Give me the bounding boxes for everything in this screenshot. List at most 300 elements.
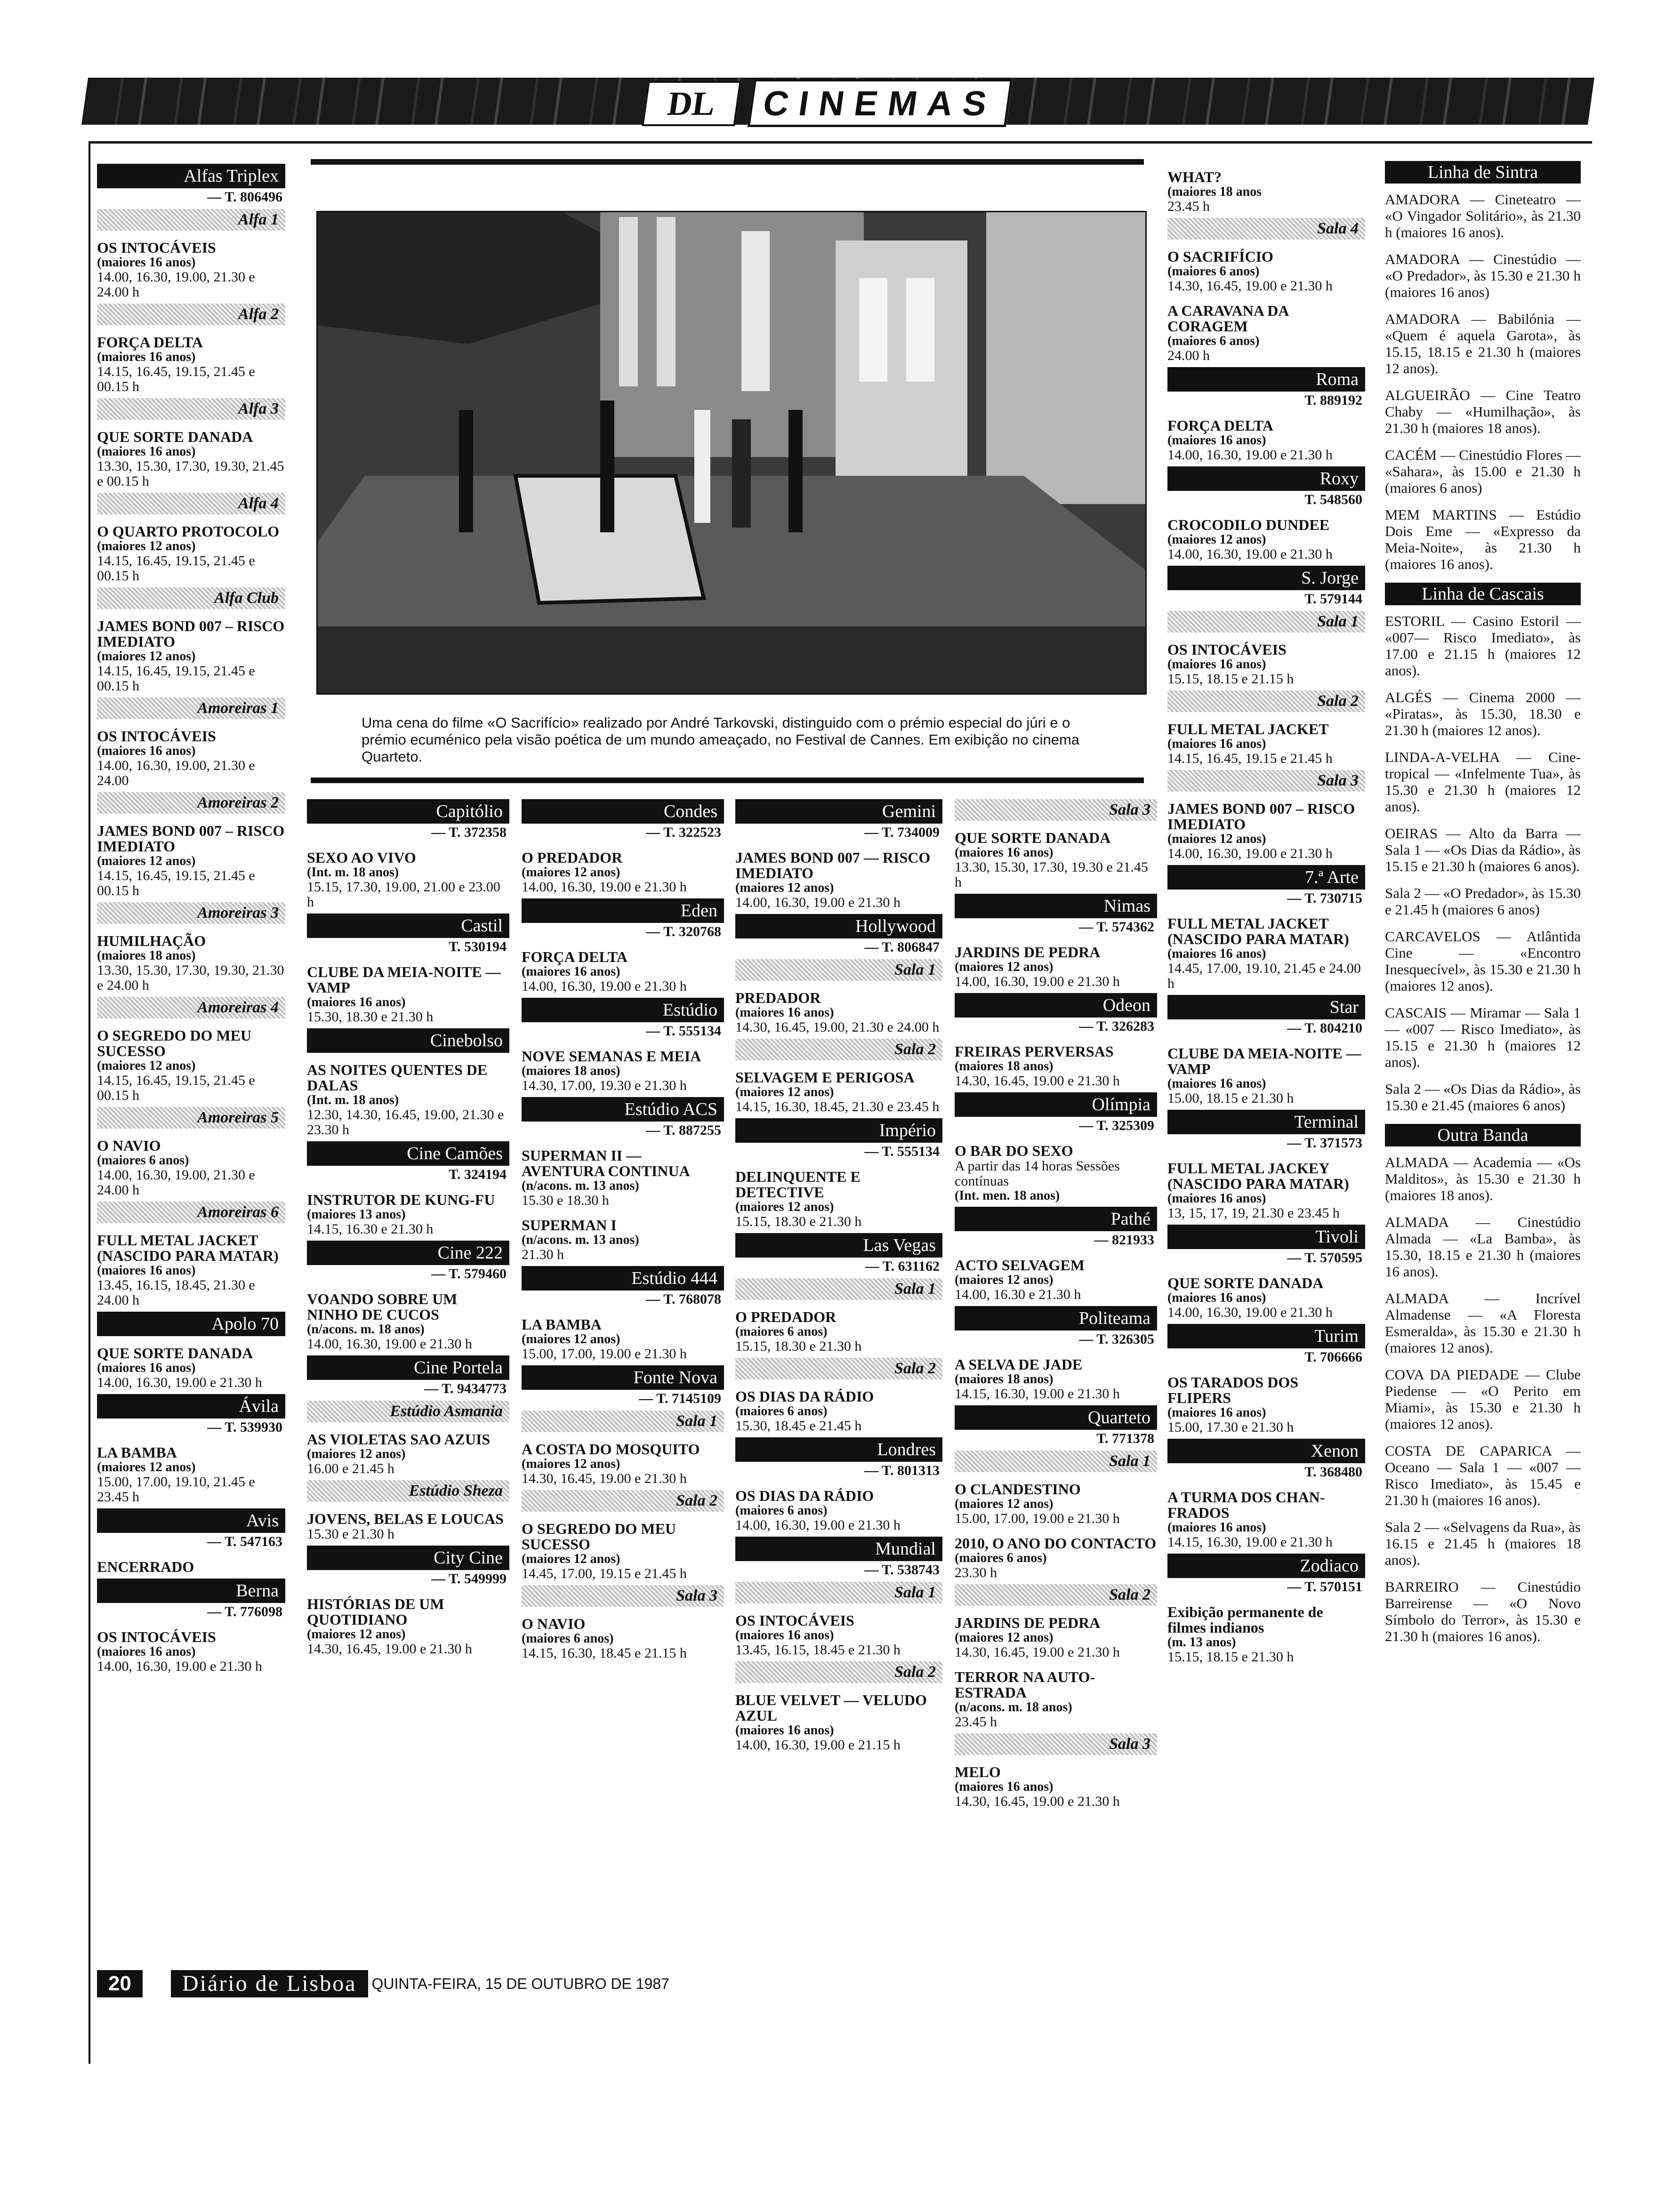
showtimes: 14.00, 16.30, 19.00 e 21.30 h [955,974,1120,989]
phone-number: T. 548560 [1304,492,1362,507]
showtimes: 14.00, 16.30, 19.00 e 21.15 h [735,1737,901,1753]
cinema-header: Capitólio [307,799,509,824]
film-title: O NAVIO [97,1137,161,1154]
age-rating: (maiores 16 anos) [97,444,196,459]
showtimes: 14.30, 17.00, 19.30 e 21.30 h [522,1078,687,1093]
phone-number: — 821933 [1094,1232,1154,1248]
age-rating: (maiores 16 anos) [1167,737,1266,751]
age-rating: (m. 13 anos) [1167,1635,1236,1650]
film-title: TERROR NA AUTO-ESTRADA [955,1668,1095,1701]
film-title: MELO [955,1763,1001,1780]
showtimes: 14.30, 16.45, 19.00 e 21.30 h [522,1471,687,1486]
showtimes: 14.45, 17.00, 19.15 e 21.45 h [522,1566,687,1581]
cinema-header: Xenon [1167,1439,1365,1463]
region-header: Outra Banda [1385,1124,1581,1146]
cinema-header: Roma [1167,367,1365,392]
showtimes: 14.30, 16.45, 19.00, 21.30 e 24.00 h [735,1019,940,1035]
phone-number: — T. 804210 [1287,1020,1362,1036]
phone-number: — T. 801313 [864,1463,940,1478]
film-title: PREDADOR [735,989,821,1006]
age-rating: (maiores 16 anos) [307,995,406,1010]
regional-listing: COVA DA PIEDADE — Clube Piedense — «O Perito em Miami», às 15.30 e 21.30 h (maiores 12 anos). [1385,1366,1581,1432]
age-rating: (maiores 18 anos [1167,184,1262,199]
age-rating: (Int. m. 18 anos) [307,865,399,880]
showtimes: 14.00, 16.30, 19.00 e 21.30 h [522,879,687,895]
age-rating: (maiores 16 anos) [1167,1076,1266,1091]
film-title: O CLANDESTINO [955,1481,1081,1498]
regional-listing: ALMADA — Academia — «Os Malditos», às 15.30 e 21.30 h (maiores 18 anos). [1385,1154,1581,1203]
phone-number: — T. 322523 [646,825,721,840]
film-title: DELINQUENTE E DETECTIVE [735,1168,861,1201]
cinema-header: Estúdio ACS [522,1097,724,1122]
age-rating: (maiores 16 anos) [1167,433,1266,448]
age-rating: (maiores 12 anos) [97,1058,196,1073]
age-rating: (maiores 12 anos) [955,1497,1054,1511]
cinema-header: Politeama [955,1306,1157,1330]
cinema-header: Roxy [1167,466,1365,491]
showtimes: 15.30 e 18.30 h [522,1193,609,1208]
screen-label: Estúdio Sheza [307,1480,509,1502]
phone-number: — T. 570595 [1287,1250,1362,1266]
film-title: O QUARTO PROTOCOLO [97,523,280,540]
regional-listing: ALGUEIRÃO — Cine Teatro Chaby — «Humilhação», às 21.30 h (maiores 18 anos). [1385,387,1581,436]
showtimes: 24.00 h [1167,348,1210,363]
phone-number: — T. 325309 [1079,1118,1154,1133]
age-rating: (maiores 16 anos) [955,1779,1054,1794]
age-rating: (maiores 16 anos) [97,1263,196,1278]
age-rating: (maiores 16 anos) [97,744,196,758]
regional-listing: CARCAVELOS — Atlântida Cine — «Encontro Inesquecível», às 15.30 e 21.30 h (maiores 12 anos). [1385,928,1581,994]
cinema-header: Hollywood [735,914,942,938]
regional-listing: OEIRAS — Alto da Barra — Sala 1 — «Os Dias da Rádio», às 15.15 e 21.30 h (maiores 6 anos). [1385,825,1581,874]
age-rating: (maiores 16 anos) [1167,946,1266,961]
listing-column-2 [307,795,509,1657]
phone-number: — T. 631162 [865,1258,940,1274]
age-rating: (maiores 12 anos) [1167,532,1266,547]
phone-number: — T. 320768 [646,924,721,939]
showtimes: 14.15, 16.45, 19.15, 21.45 e 00.15 h [97,553,255,584]
age-rating: (maiores 16 anos) [1167,657,1266,672]
film-title: O SEGREDO DO MEU SUCESSO [522,1520,676,1553]
cinema-header: Cinebolso [307,1028,509,1053]
showtimes: 14.00, 16.30, 19.00, 21.30 e 24.00 h [97,269,255,300]
cinema-header: 7.ª Arte [1167,865,1365,890]
film-title: A SELVA DE JADE [955,1356,1083,1373]
film-title: Exibição permanente de filmes indianos [1167,1603,1323,1636]
regional-listing: Sala 2 — «Os Dias da Rádio», às 15.30 e 21.45 (maiores 6 anos) [1385,1081,1581,1114]
age-rating: (maiores 12 anos) [735,1085,834,1099]
page-number: 20 [97,1970,143,1997]
showtimes: 14.00, 16.30, 19.00 e 21.30 h [1167,1305,1333,1320]
film-title: CLUBE DA MEIA-NOITE — VAMP [307,963,501,996]
film-title: O NAVIO [522,1615,586,1632]
age-rating: (maiores 16 anos) [97,1644,196,1659]
cinema-header: Pathé [955,1207,1157,1231]
regional-listing: ESTORIL — Casino Estoril — «007— Risco Imediato», às 17.00 e 21.15 h (maiores 12 anos). [1385,613,1581,679]
phone-number: — T. 326283 [1079,1018,1154,1034]
film-title: FULL METAL JACKET (NASCIDO PARA MATAR) [1167,915,1349,947]
age-rating: (maiores 6 anos) [735,1503,828,1518]
film-title: FULL METAL JACKET [1167,721,1329,737]
film-title: AS VIOLETAS SAO AZUIS [307,1431,491,1448]
age-rating: (maiores 18 anos) [97,948,196,963]
phone-number: — T. 806496 [207,189,282,205]
film-title: JARDINS DE PEDRA [955,1614,1101,1631]
age-rating: (maiores 6 anos) [522,1631,614,1646]
age-rating: (n/acons. m. 18 anos) [307,1322,425,1337]
cinema-header: Berna [97,1579,285,1603]
screen-label: Amoreiras 6 [97,1202,285,1223]
showtimes: 14.30, 16.45, 19.00 e 21.30 h [955,1794,1120,1809]
regional-listing: LINDA-A-VELHA — Cine-tropical — «Infelmente Tua», às 15.30 e 21.30 h (maiores 12 anos). [1385,749,1581,815]
issue-date: QUINTA-FEIRA, 15 DE OUTUBRO DE 1987 [371,1975,669,1992]
listing-column-1 [97,160,285,1674]
showtimes: 13.30, 15.30, 17.30, 19.30 e 21.45 h [955,859,1148,890]
showtimes: 13.30, 15.30, 17.30, 19.30, 21.30 e 24.00 h [97,962,284,993]
phone-number: — T. 574362 [1079,919,1154,935]
screen-label: Amoreiras 2 [97,792,285,814]
regional-listing: ALMADA — Cinestúdio Almada — «La Bamba», às 15.30, 18.15 e 21.30 h (maiores 16 anos). [1385,1214,1581,1280]
age-rating: (maiores 12 anos) [522,1457,620,1471]
film-title: OS TARADOS DOS FLIPERS [1167,1374,1298,1406]
film-title: WHAT? [1167,168,1222,185]
age-rating: (Int. m. 18 anos) [307,1093,399,1107]
film-title: QUE SORTE DANADA [1167,1274,1324,1291]
showtimes: 14.00, 16.30, 19.00 e 21.30 h [1167,846,1333,861]
showtimes: 15.00, 17.00, 19.00 e 21.30 h [955,1511,1120,1526]
regional-listing: COSTA DE CAPARICA — Oceano — Sala 1 — «007 — Risco Imediato», às 15.45 e 21.30 h (maiores 16 anos). [1385,1443,1581,1508]
phone-number: T. 579144 [1304,591,1362,607]
film-title: A COSTA DO MOSQUITO [522,1441,700,1458]
phone-number: — T. 7145109 [639,1391,721,1406]
film-title: SELVAGEM E PERIGOSA [735,1069,915,1086]
age-rating: (maiores 16 anos) [97,350,196,364]
film-title: 2010, O ANO DO CONTACTO [955,1535,1157,1552]
film-title: JAMES BOND 007 – RISCO IMEDIATO [1167,800,1355,833]
screen-label: Sala 2 [735,1358,942,1379]
age-rating: (maiores 6 anos) [735,1324,828,1339]
age-rating: (maiores 6 anos) [955,1551,1047,1565]
phone-number: — T. 549999 [431,1571,507,1587]
age-rating: (maiores 16 anos) [735,1723,834,1738]
film-title: OS INTOCÁVEIS [1167,641,1287,658]
film-title: O BAR DO SEXO [955,1142,1073,1159]
phone-number: — T. 555134 [646,1023,721,1039]
screen-label: Sala 4 [1167,218,1365,240]
film-title: O PREDADOR [522,849,623,866]
film-title: OS DIAS DA RÁDIO [735,1487,874,1504]
house-scene-image [318,212,1145,693]
photo-bottom-rule [311,777,1144,783]
phone-number: — T. 570151 [1287,1579,1362,1595]
film-title: OS DIAS DA RÁDIO [735,1388,874,1405]
phone-number: — T. 776098 [207,1604,282,1619]
showtimes: 14.30, 16.45, 19.00 e 21.30 h [955,1073,1120,1089]
showtimes: 14.00, 16.30, 19.00 e 21.30 h [735,1517,901,1533]
film-title: JOVENS, BELAS E LOUCAS [307,1510,504,1527]
listing-column-4 [735,795,942,1753]
screen-label: Sala 2 [522,1490,724,1512]
screen-label: Sala 2 [735,1661,942,1683]
film-still-photo [316,211,1147,695]
screen-label: Sala 3 [955,1733,1157,1755]
cinema-header: Nimas [955,894,1157,918]
showtimes: 14.15, 16.30, 18.45 e 21.15 h [522,1645,687,1661]
showtimes: 14.00, 16.30, 19.00 e 21.30 h [735,895,901,910]
phone-number: — T. 539930 [207,1419,282,1435]
showtimes: 15.00, 18.15 e 21.30 h [1167,1090,1294,1106]
phone-number: T. 324194 [449,1167,507,1182]
phone-number: — T. 806847 [864,939,940,955]
film-title: VOANDO SOBRE UM NINHO DE CUCOS [307,1290,458,1323]
age-rating: (n/acons. m. 18 anos) [955,1700,1072,1715]
age-rating: (maiores 12 anos) [522,1552,620,1566]
screen-label: Amoreiras 4 [97,997,285,1018]
newspaper-logo: DL [642,81,741,126]
showtimes: 14.15, 16.30, 19.00 e 21.30 h [955,1386,1120,1402]
screen-label: Alfa 1 [97,209,285,231]
regional-listing: AMADORA — Cineteatro — «O Vingador Solitário», às 21.30 h (maiores 16 anos). [1385,191,1581,240]
regional-listing: MEM MARTINS — Estúdio Dois Eme — «Expresso da Meia-Noite», às 21.30 h (maiores 16 anos). [1385,506,1581,572]
film-title: ENCERRADO [97,1558,194,1575]
cinema-header: City Cine [307,1546,509,1570]
age-rating: (maiores 18 anos) [522,1064,620,1078]
screen-label: Estúdio Asmania [307,1401,509,1422]
showtimes: 14.15, 16.30 e 21.30 h [307,1221,434,1237]
phone-number: — T. 730715 [1287,890,1362,906]
phone-number: — T. 768078 [646,1291,721,1307]
phone-number: — T. 734009 [864,825,940,840]
showtimes: 23.45 h [955,1714,997,1730]
cinema-header: Zodiaco [1167,1554,1365,1578]
film-title: FORÇA DELTA [1167,417,1273,434]
film-title: FULL METAL JACKEY (NASCIDO PARA MATAR) [1167,1160,1349,1192]
film-title: O PREDADOR [735,1308,837,1325]
showtimes: 15.00, 17.00, 19.10, 21.45 e 23.45 h [97,1474,255,1505]
showtimes: 14.15, 16.30, 19.00 e 21.30 h [1167,1534,1333,1550]
showtimes: 14.00, 16.30, 19.00, 21.30 e 24.00 h [97,1167,255,1198]
age-rating: (n/acons. m. 13 anos) [522,1178,639,1193]
showtimes: 14.30, 16.45, 19.00 e 21.30 h [1167,278,1333,294]
film-title: JAMES BOND 007 – RISCO IMEDIATO [97,822,285,855]
regional-listing: CACÉM — Cinestúdio Flores — «Sahara», às 15.00 e 21.30 h (maiores 6 anos) [1385,447,1581,496]
regional-column [1385,158,1581,1655]
showtimes: 14.30, 16.45, 19.00 e 21.30 h [955,1644,1120,1660]
age-rating: (maiores 16 anos) [1167,1191,1266,1206]
cinema-header: Terminal [1167,1110,1365,1134]
cinema-header: Avis [97,1508,285,1533]
listing-column-6 [1167,160,1365,1665]
showtimes: 14.15, 16.45, 19.15, 21.45 e 00.15 h [97,1073,255,1103]
film-title: QUE SORTE DANADA [97,428,253,445]
showtimes: 14.00, 16.30 e 21.30 h [955,1287,1081,1302]
cinema-header: Olímpia [955,1092,1157,1117]
showtimes: 14.15, 16.45, 19.15, 21.45 e 00.15 h [97,868,255,898]
screen-label: Sala 1 [735,1582,942,1603]
cinema-header: Mundial [735,1537,942,1561]
showtimes: 14.15, 16.45, 19.15 e 21.45 h [1167,751,1333,766]
phone-number: — T. 9434773 [424,1381,507,1396]
page-footer [97,1970,669,1997]
age-rating: (n/acons. m. 13 anos) [522,1233,639,1247]
age-rating: (maiores 12 anos) [97,539,196,553]
film-title: ACTO SELVAGEM [955,1257,1085,1274]
film-title: FORÇA DELTA [97,334,203,351]
screen-label: Sala 2 [1167,690,1365,712]
phone-number: — T. 887255 [646,1122,721,1138]
phone-number: — T. 555134 [864,1144,940,1159]
cinema-header: Cine Camões [307,1141,509,1166]
phone-number: T. 889192 [1304,393,1362,408]
showtimes: 14.00, 16.30, 19.00 e 21.30 h [1167,546,1333,562]
age-rating: (maiores 12 anos) [97,1460,196,1475]
cinema-header: Castil [307,914,509,938]
cinema-header: Estúdio 444 [522,1266,724,1290]
showtimes: 15.00, 17.00, 19.00 e 21.30 h [522,1346,687,1362]
showtimes: 13.30, 15.30, 17.30, 19.30, 21.45 e 00.15 h [97,458,284,489]
cinema-header: Londres [735,1437,942,1462]
showtimes: 15.00, 17.30 e 21.30 h [1167,1419,1294,1435]
age-rating: (maiores 16 anos) [97,255,196,270]
listing-column-3 [522,795,724,1661]
film-title: JARDINS DE PEDRA [955,944,1101,961]
phone-number: T. 706666 [1304,1349,1362,1365]
showtimes: 14.45, 17.00, 19.10, 21.45 e 24.00 h [1167,961,1361,991]
showtimes: 15.15, 18.30 e 21.30 h [735,1214,862,1229]
age-rating: (maiores 12 anos) [307,1447,406,1461]
film-title: SUPERMAN II — AVENTURA CONTINUA [522,1147,690,1179]
listing-column-5 [955,795,1157,1809]
showtimes: 14.00, 16.30, 19.00 e 21.30 h [522,978,687,994]
film-title: A CARAVANA DA CORAGEM [1167,302,1288,335]
film-title: NOVE SEMANAS E MEIA [522,1048,701,1065]
phone-number: — T. 326305 [1079,1331,1154,1347]
age-rating: (maiores 6 anos) [97,1153,189,1168]
showtimes: 12.30, 14.30, 16.45, 19.00, 21.30 e 23.30 h [307,1107,504,1138]
regional-listing: AMADORA — Cinestúdio — «O Predador», às 15.30 e 21.30 h (maiores 16 anos) [1385,251,1581,300]
film-title: JAMES BOND 007 – RISCO IMEDIATO [97,617,285,650]
phone-number: T. 771378 [1096,1431,1154,1446]
cinema-header: S. Jorge [1167,566,1365,590]
cinema-header: Las Vegas [735,1233,942,1258]
regional-listing: CASCAIS — Miramar — Sala 1 — «007 — Risco Imediato», às 15.15 e 21.30 h (maiores 12 anos). [1385,1004,1581,1070]
showtimes: 13.45, 16.15, 18.45, 21.30 e 24.00 h [97,1277,255,1308]
regional-listing: Sala 2 — «Selvagens da Rua», às 16.15 e 21.45 h (maiores 18 anos). [1385,1519,1581,1568]
cinema-header: Alfas Triplex [97,164,285,188]
age-rating: (maiores 12 anos) [522,1332,620,1346]
cinema-header: Star [1167,995,1365,1019]
screen-label: Sala 1 [522,1411,724,1432]
cinema-header: Tivoli [1167,1225,1365,1249]
cinema-header: Fonte Nova [522,1365,724,1390]
age-rating: (maiores 12 anos) [735,1200,834,1214]
film-title: OS INTOCÁVEIS [97,1628,216,1645]
screen-label: Sala 3 [955,799,1157,821]
age-rating: (maiores 12 anos) [735,881,834,895]
age-rating: (maiores 16 anos) [1167,1520,1266,1535]
film-title: FORÇA DELTA [522,948,627,965]
screen-label: Amoreiras 1 [97,697,285,719]
cinema-header: Gemini [735,799,942,824]
screen-label: Sala 3 [522,1585,724,1607]
age-rating: (maiores 18 anos) [955,1059,1054,1074]
regional-listing: Sala 2 — «O Predador», às 15.30 e 21.45 h (maiores 6 anos) [1385,885,1581,918]
phone-number: — T. 371573 [1287,1135,1362,1151]
phone-number: — T. 547163 [207,1534,282,1549]
cinema-header: Ávila [97,1394,285,1419]
showtimes: 15.15, 17.30, 19.00, 21.00 e 23.00 h [307,879,500,910]
screen-label: Sala 3 [1167,770,1365,792]
showtimes: 14.30, 16.45, 19.00 e 21.30 h [307,1641,472,1657]
showtimes: 13.45, 16.15, 18.45 e 21.30 h [735,1642,901,1658]
film-title: JAMES BOND 007 — RISCO IMEDIATO [735,849,931,882]
age-rating: (maiores 12 anos) [955,1630,1054,1645]
cinema-header: Império [735,1118,942,1143]
photo-caption: Uma cena do filme «O Sacrifício» realizado por André Tarkovski, distinguido com o prémio especial do júri e o prémio ecuménico pela visão poética de um mundo ameaçado, no Festival de Cannes. Em exibição no cinema Quarteto. [362,714,1080,765]
age-rating: (maiores 13 anos) [307,1207,406,1222]
regional-listing: BARREIRO — Cinestúdio Barreirense — «O Novo Símbolo do Terror», às 15.30 e 21.30 h (maiores 16 anos). [1385,1579,1581,1644]
cinema-header: Apolo 70 [97,1312,285,1336]
screen-label: Amoreiras 3 [97,902,285,924]
screen-label: Sala 2 [955,1584,1157,1606]
film-title: O SACRIFÍCIO [1167,248,1273,265]
film-title: HUMILHAÇÃO [97,932,206,949]
showtimes: 23.30 h [955,1565,997,1580]
film-title: QUE SORTE DANADA [955,829,1111,846]
film-title: CLUBE DA MEIA-NOITE — VAMP [1167,1045,1361,1077]
cinema-header: Eden [522,898,724,923]
cinema-header: Estúdio [522,998,724,1022]
screen-label: Alfa 3 [97,398,285,420]
age-rating: (Int. men. 18 anos) [955,1188,1060,1203]
showtimes: 15.30 e 21.30 h [307,1526,394,1542]
cinema-header: Cine 222 [307,1241,509,1265]
cinema-header: Condes [522,799,724,824]
showtimes: 15.30, 18.45 e 21.45 h [735,1418,862,1434]
showtimes: 15.30, 18.30 e 21.30 h [307,1009,434,1025]
age-rating: (maiores 12 anos) [955,1273,1054,1287]
showtimes: 14.15, 16.30, 18.45, 21.30 e 23.45 h [735,1099,940,1114]
cinema-header: Quarteto [955,1405,1157,1430]
region-header: Linha de Cascais [1385,583,1581,605]
age-rating: (maiores 12 anos) [955,960,1054,974]
age-rating: (maiores 12 anos) [522,865,620,880]
film-title: SEXO AO VIVO [307,849,416,866]
showtimes: 14.00, 16.30, 19.00, 21.30 e 24.00 [97,758,255,788]
region-header: Linha de Sintra [1385,161,1581,184]
film-title: OS INTOCÁVEIS [97,728,216,745]
cinema-header: Cine Portela [307,1355,509,1380]
showtimes: 14.15, 16.45, 19.15, 21.45 e 00.15 h [97,663,255,694]
film-title: A TURMA DOS CHAN-FRADOS [1167,1489,1325,1521]
phone-number: — T. 372358 [431,825,507,840]
showtimes: 16.00 e 21.45 h [307,1461,394,1476]
film-title: FREIRAS PERVERSAS [955,1043,1114,1060]
age-rating: (maiores 16 anos) [1167,1290,1266,1305]
screen-label: Sala 1 [1167,611,1365,633]
age-rating: (maiores 16 anos) [735,1005,834,1020]
age-rating: (maiores 6 anos) [1167,264,1260,279]
section-title: CINEMAS [748,79,1013,127]
screen-label: Sala 1 [735,959,942,981]
showtimes: 15.15, 18.15 e 21.30 h [1167,1649,1294,1665]
film-title: INSTRUTOR DE KUNG-FU [307,1191,495,1208]
showtimes: 14.00, 16.30, 19.00 e 21.30 h [1167,447,1333,463]
regional-listing: AMADORA — Babilónia — «Quem é aquela Garota», às 15.15, 18.15 e 21.30 h (maiores 12 anos). [1385,311,1581,377]
film-title: LA BAMBA [97,1444,177,1461]
film-title: OS INTOCÁVEIS [735,1612,854,1629]
age-rating: (maiores 16 anos) [735,1628,834,1643]
